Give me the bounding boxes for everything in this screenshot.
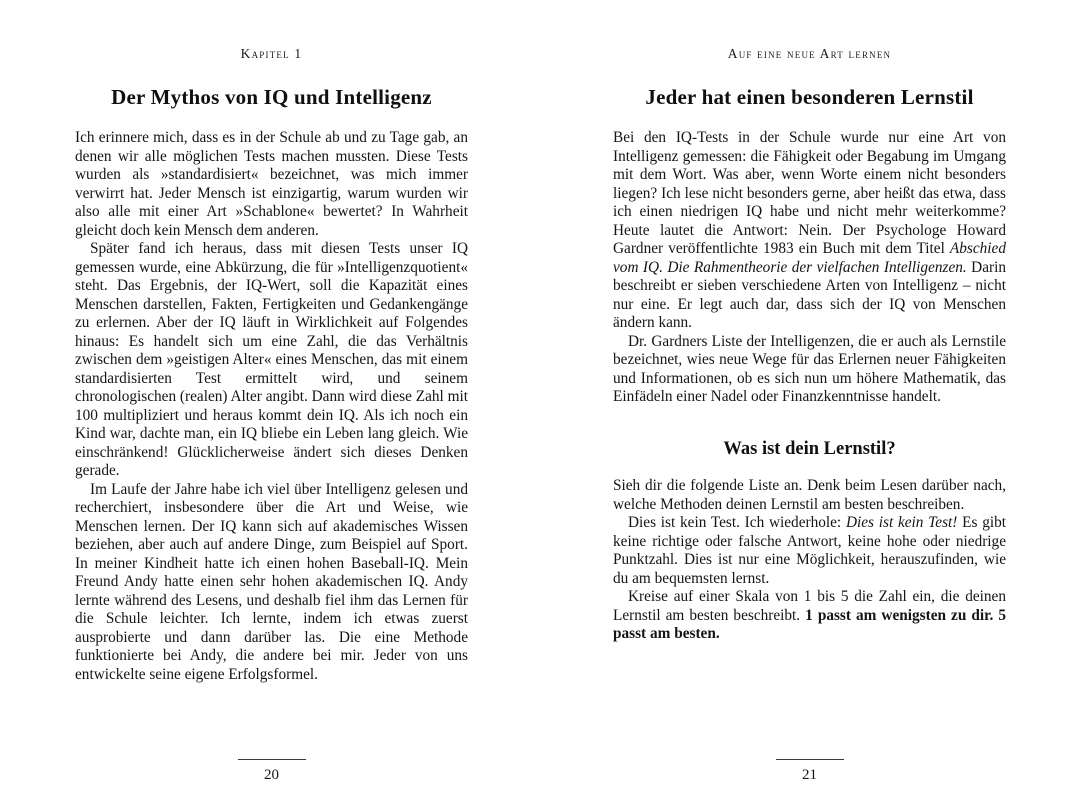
paragraph — [75, 129, 468, 240]
paragraph — [613, 333, 1006, 407]
page-number-right: 21 — [802, 767, 817, 783]
paragraph — [75, 481, 468, 685]
paragraph-text: Es gibt keine richtige oder falsche Antwort, keine hohe oder niedrige Punktzahl. Dies ist nur eine Möglichkeit, herauszufinden, wie du am bequemsten lernst. — [613, 514, 1006, 587]
paragraph-text: Im Laufe der Jahre habe ich viel über Intelligenz gelesen und recherchiert, insbesondere über die Art und Weise, wie Menschen lernen. Der IQ kann sich auf akademisches Wissen beziehen, aber auch auf andere Dinge, zum Beispiel auf Sport. In meiner Kindheit hatte ich einen hohen Baseball-IQ. Mein Freund Andy hatte einen sehr hohen akademischen IQ. Andy lernte während des Lesens, und deshalb fiel ihm das Lernen für die Schule leichter. Ich lernte, indem ich etwas zuerst ausprobierte und dann darüber las. Die eine Methode funktionierte bei Andy, die andere bei mir. Jeder von uns entwickelte seine eigene Erfolgsformel. — [75, 480, 468, 683]
page-number-left: 20 — [264, 767, 279, 783]
paragraph-text: Dies ist kein Test. Ich wiederhole: — [628, 514, 846, 531]
paragraph-text: Bei den IQ-Tests in der Schule wurde nur eine Art von Intelligenz gemessen: die Fähigkeit oder Begabung im Umgang mit dem Wort. Was aber, wenn Worte einem nicht besonders liegen? Ich lese nicht besonders gerne, aber heißt das etwa, dass ich einen niedrigen IQ habe und nicht mehr weiterkomme? Heute lautet die Antwort: Nein. Der Psychologe Howard Gardner veröffentlichte 1983 ein Buch mit dem Titel — [613, 129, 1006, 257]
paragraph — [613, 588, 1006, 644]
right-page — [540, 0, 1080, 808]
paragraph — [613, 477, 1006, 514]
left-page-footer — [75, 759, 468, 784]
paragraph-text-italic: Dies ist kein Test! — [845, 514, 958, 531]
running-head-section: Auf eine neue Art lernen — [727, 46, 892, 61]
paragraph-text: Darin beschreibt er sieben verschiedene Arten von Intelligenz – nicht nur eine. Er legt auch dar, dass sich der IQ von Menschen ändern kann. — [613, 258, 1007, 331]
paragraph-text: Ich erinnere mich, dass es in der Schule ab und zu Tage gab, an denen wir alle möglichen Tests machen mussten. Diese Tests wurden als »standardisiert« bezeichnet, was mich immer verwirrt hat. Jeder Mensch ist einzigartig, warum wurden wir also alle mit einer Art »Schablone« bewertet? In Wahrheit gleicht doch kein Mensch dem anderen. — [75, 129, 468, 239]
paragraph-text: Kreise auf einer Skala von 1 bis 5 die Zahl ein, die deinen Lernstil am besten beschreibt. — [613, 588, 1006, 624]
paragraph-text: Sieh dir die folgende Liste an. Denk beim Lesen darüber nach, welche Methoden deinen Lernstil am besten beschreiben. — [613, 477, 1006, 513]
running-head-chapter: Kapitel 1 — [240, 46, 303, 61]
left-body-text — [75, 129, 468, 684]
chapter-title: Der Mythos von IQ und Intelligenz — [111, 85, 432, 109]
right-body-text — [613, 129, 1006, 644]
subsection-heading: Was ist dein Lernstil? — [723, 438, 896, 459]
paragraph-text: Später fand ich heraus, dass mit diesen Tests unser IQ gemessen wurde, eine Abkürzung, die für »Intelligenzquotient« steht. Das Ergebnis, der IQ-Wert, soll die Kapazität eines Menschen darstellen, Fakten, Fertigkeiten und Gedankengänge zu erlernen. Aber der IQ läuft in Wirklichkeit auf Folgendes hinaus: Es handelt sich um eine Zahl, die das Verhältnis zwischen dem »geistigen Alter« eines Menschen, das mit einem standardisierten Test ermittelt wird, und seinem chronologischen (realen) Alter angibt. Dann wird diese Zahl mit 100 multipliziert und heraus kommt dein IQ. Als ich noch ein Kind war, dachte man, ein IQ bliebe ein Leben lang gleich. Wie einschränkend! Glücklicherweise ändert sich dieses Denken gerade. — [75, 240, 468, 479]
paragraph — [613, 514, 1006, 588]
paragraph-text: Dr. Gardners Liste der Intelligenzen, die er auch als Lernstile bezeichnet, wies neue Wege für das Erlernen neuer Fähigkeiten und Informationen, ob es sich nun um höhere Mathematik, das Einfädeln einer Nadel oder Finanzkenntnisse handelt. — [613, 332, 1006, 405]
paragraph-text-bold: 1 passt am wenigsten zu dir. 5 passt am besten. — [613, 606, 1006, 642]
right-page-footer — [613, 759, 1006, 784]
paragraph-text-italic: Abschied vom IQ. Die Rahmentheorie der vielfachen Intelligenzen. — [613, 240, 1006, 276]
footer-divider — [238, 759, 306, 760]
footer-divider — [776, 759, 844, 760]
left-page-content — [75, 0, 468, 808]
right-page-content — [613, 0, 1006, 808]
paragraph — [75, 240, 468, 481]
paragraph — [613, 129, 1006, 333]
section-title: Jeder hat einen besonderen Lernstil — [645, 85, 974, 109]
